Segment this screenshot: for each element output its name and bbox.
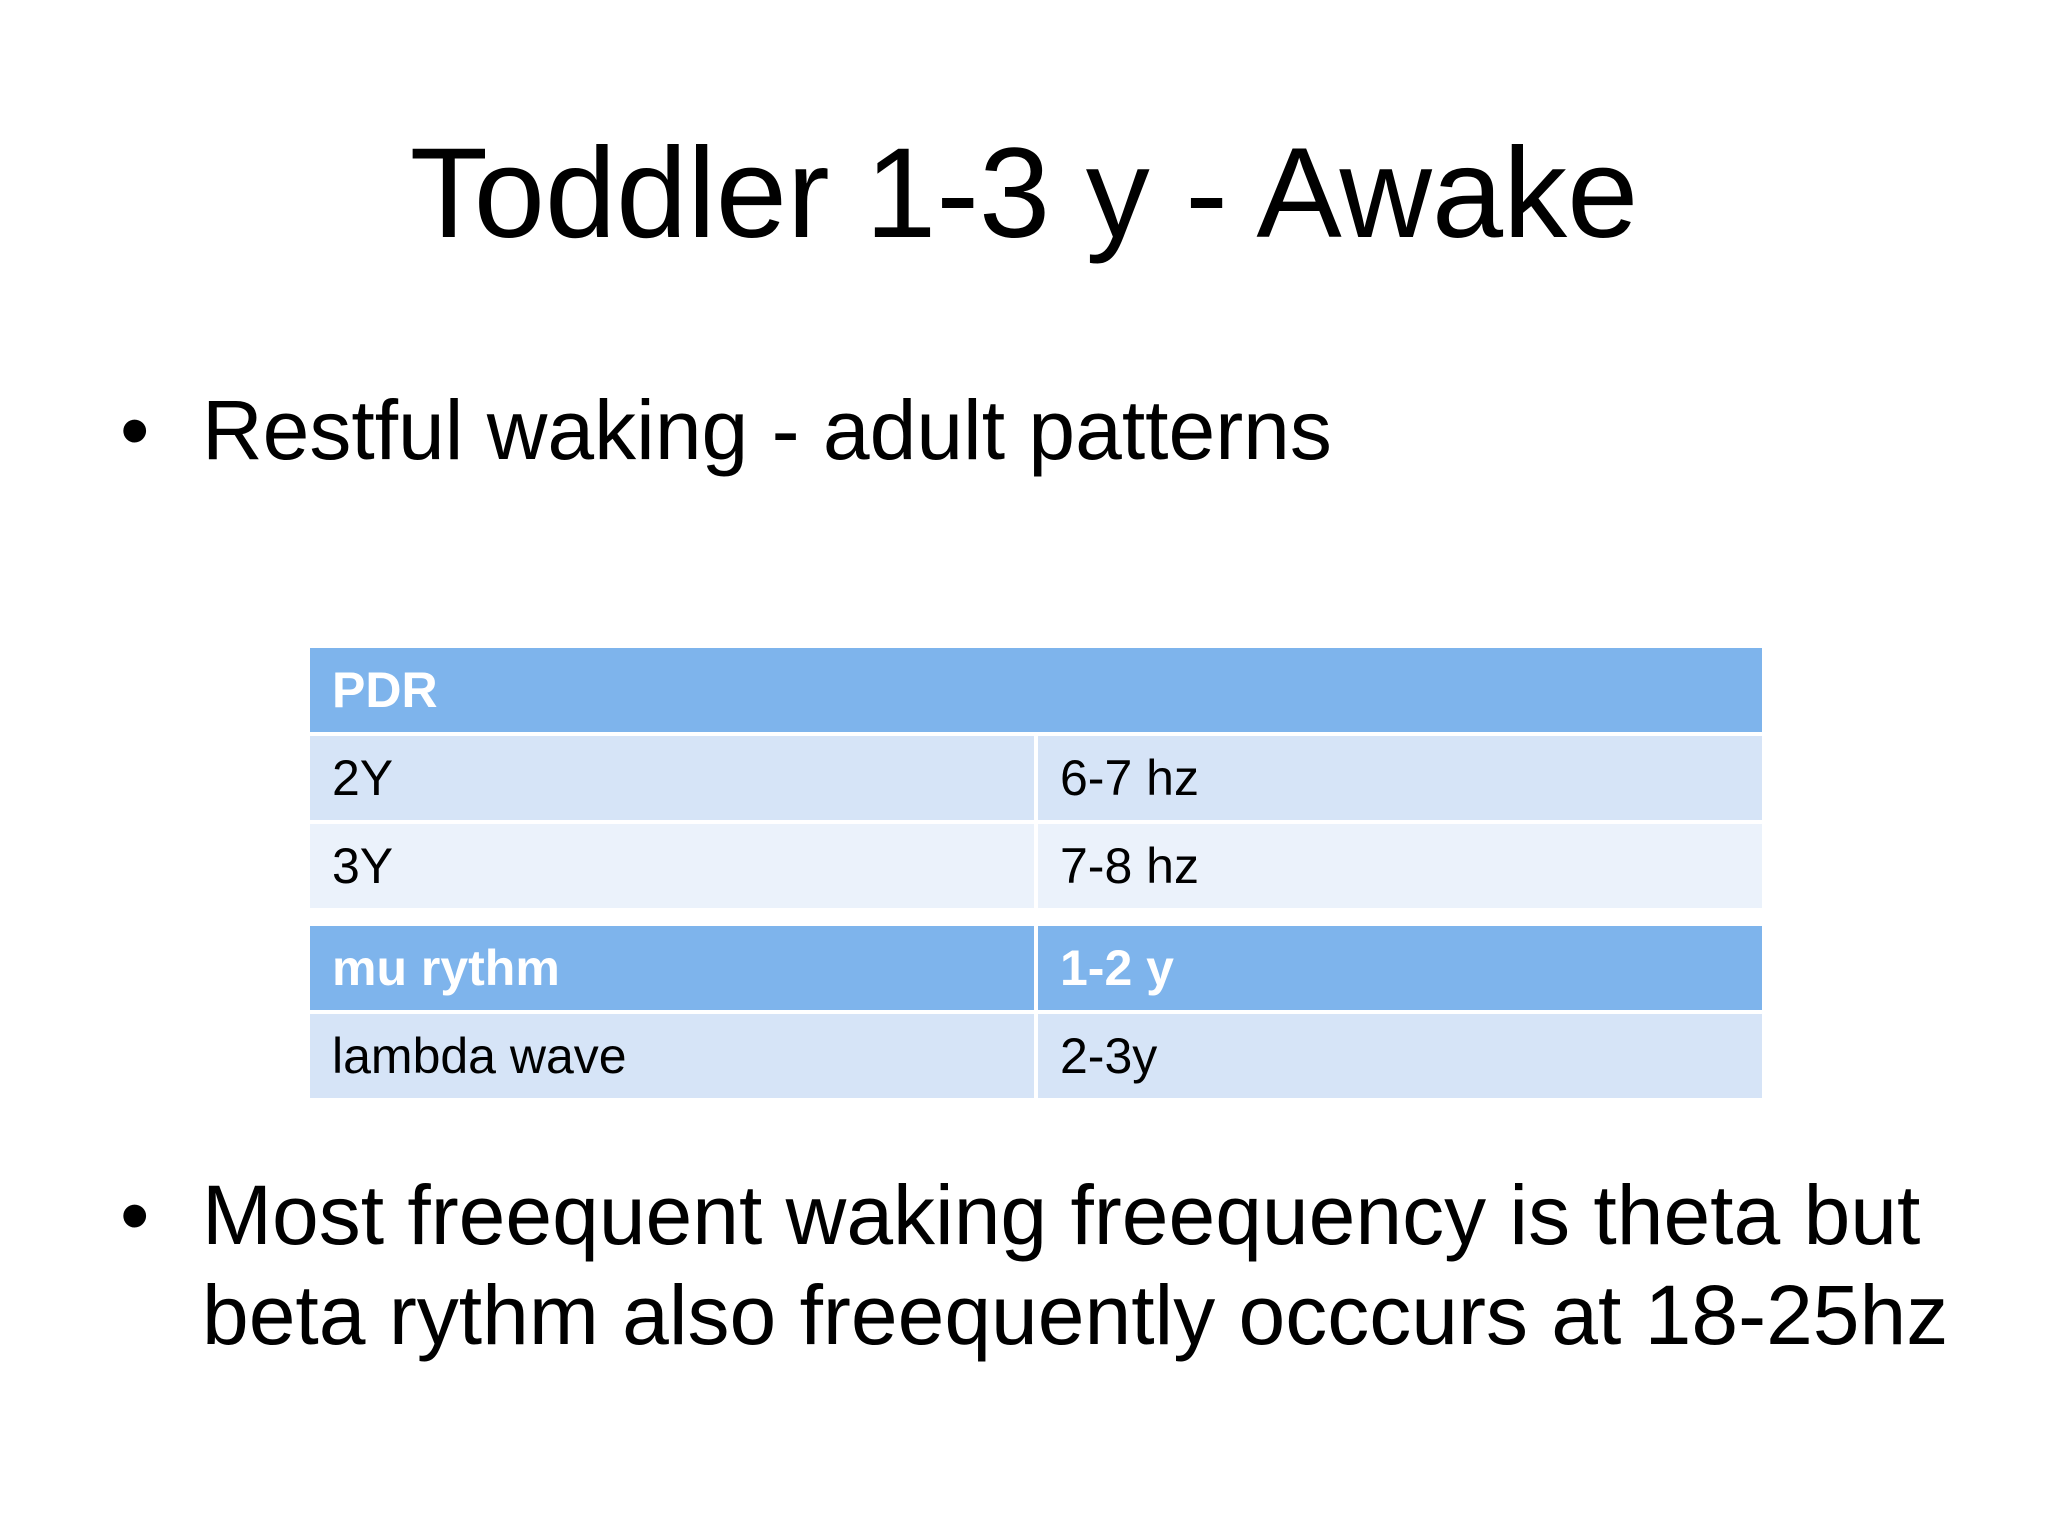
pdr-header-row [310,648,1762,732]
bullet-freequent-waking [120,1165,2000,1365]
rhythm-header-row [310,926,1762,1010]
frequency-cell: 6-7 hz [1034,736,1762,820]
rhythm-table [310,926,1762,1098]
bullet-text: Most freequent waking freequency is theta but beta rythm also freequently occcurs at 18-25hz [202,1168,1949,1362]
pdr-table [310,648,1762,908]
rhythm-header-col1: mu rythm [310,926,1034,1010]
table-row [310,824,1762,908]
rhythm-header-col2: 1-2 y [1034,926,1762,1010]
bullet-text: Restful waking - adult patterns [202,383,1332,477]
table-row [310,1014,1762,1098]
wave-name-cell: lambda wave [310,1014,1034,1098]
bullet-glyph: • [120,1168,150,1262]
age-cell: 2Y [310,736,1034,820]
bullet-restful-waking [120,380,1332,480]
table-row [310,736,1762,820]
frequency-cell: 7-8 hz [1034,824,1762,908]
bullet-glyph: • [120,383,150,477]
wave-age-cell: 2-3y [1034,1014,1762,1098]
age-cell: 3Y [310,824,1034,908]
slide-title: Toddler 1-3 y - Awake [409,122,1639,265]
pdr-header-cell: PDR [310,648,1762,732]
